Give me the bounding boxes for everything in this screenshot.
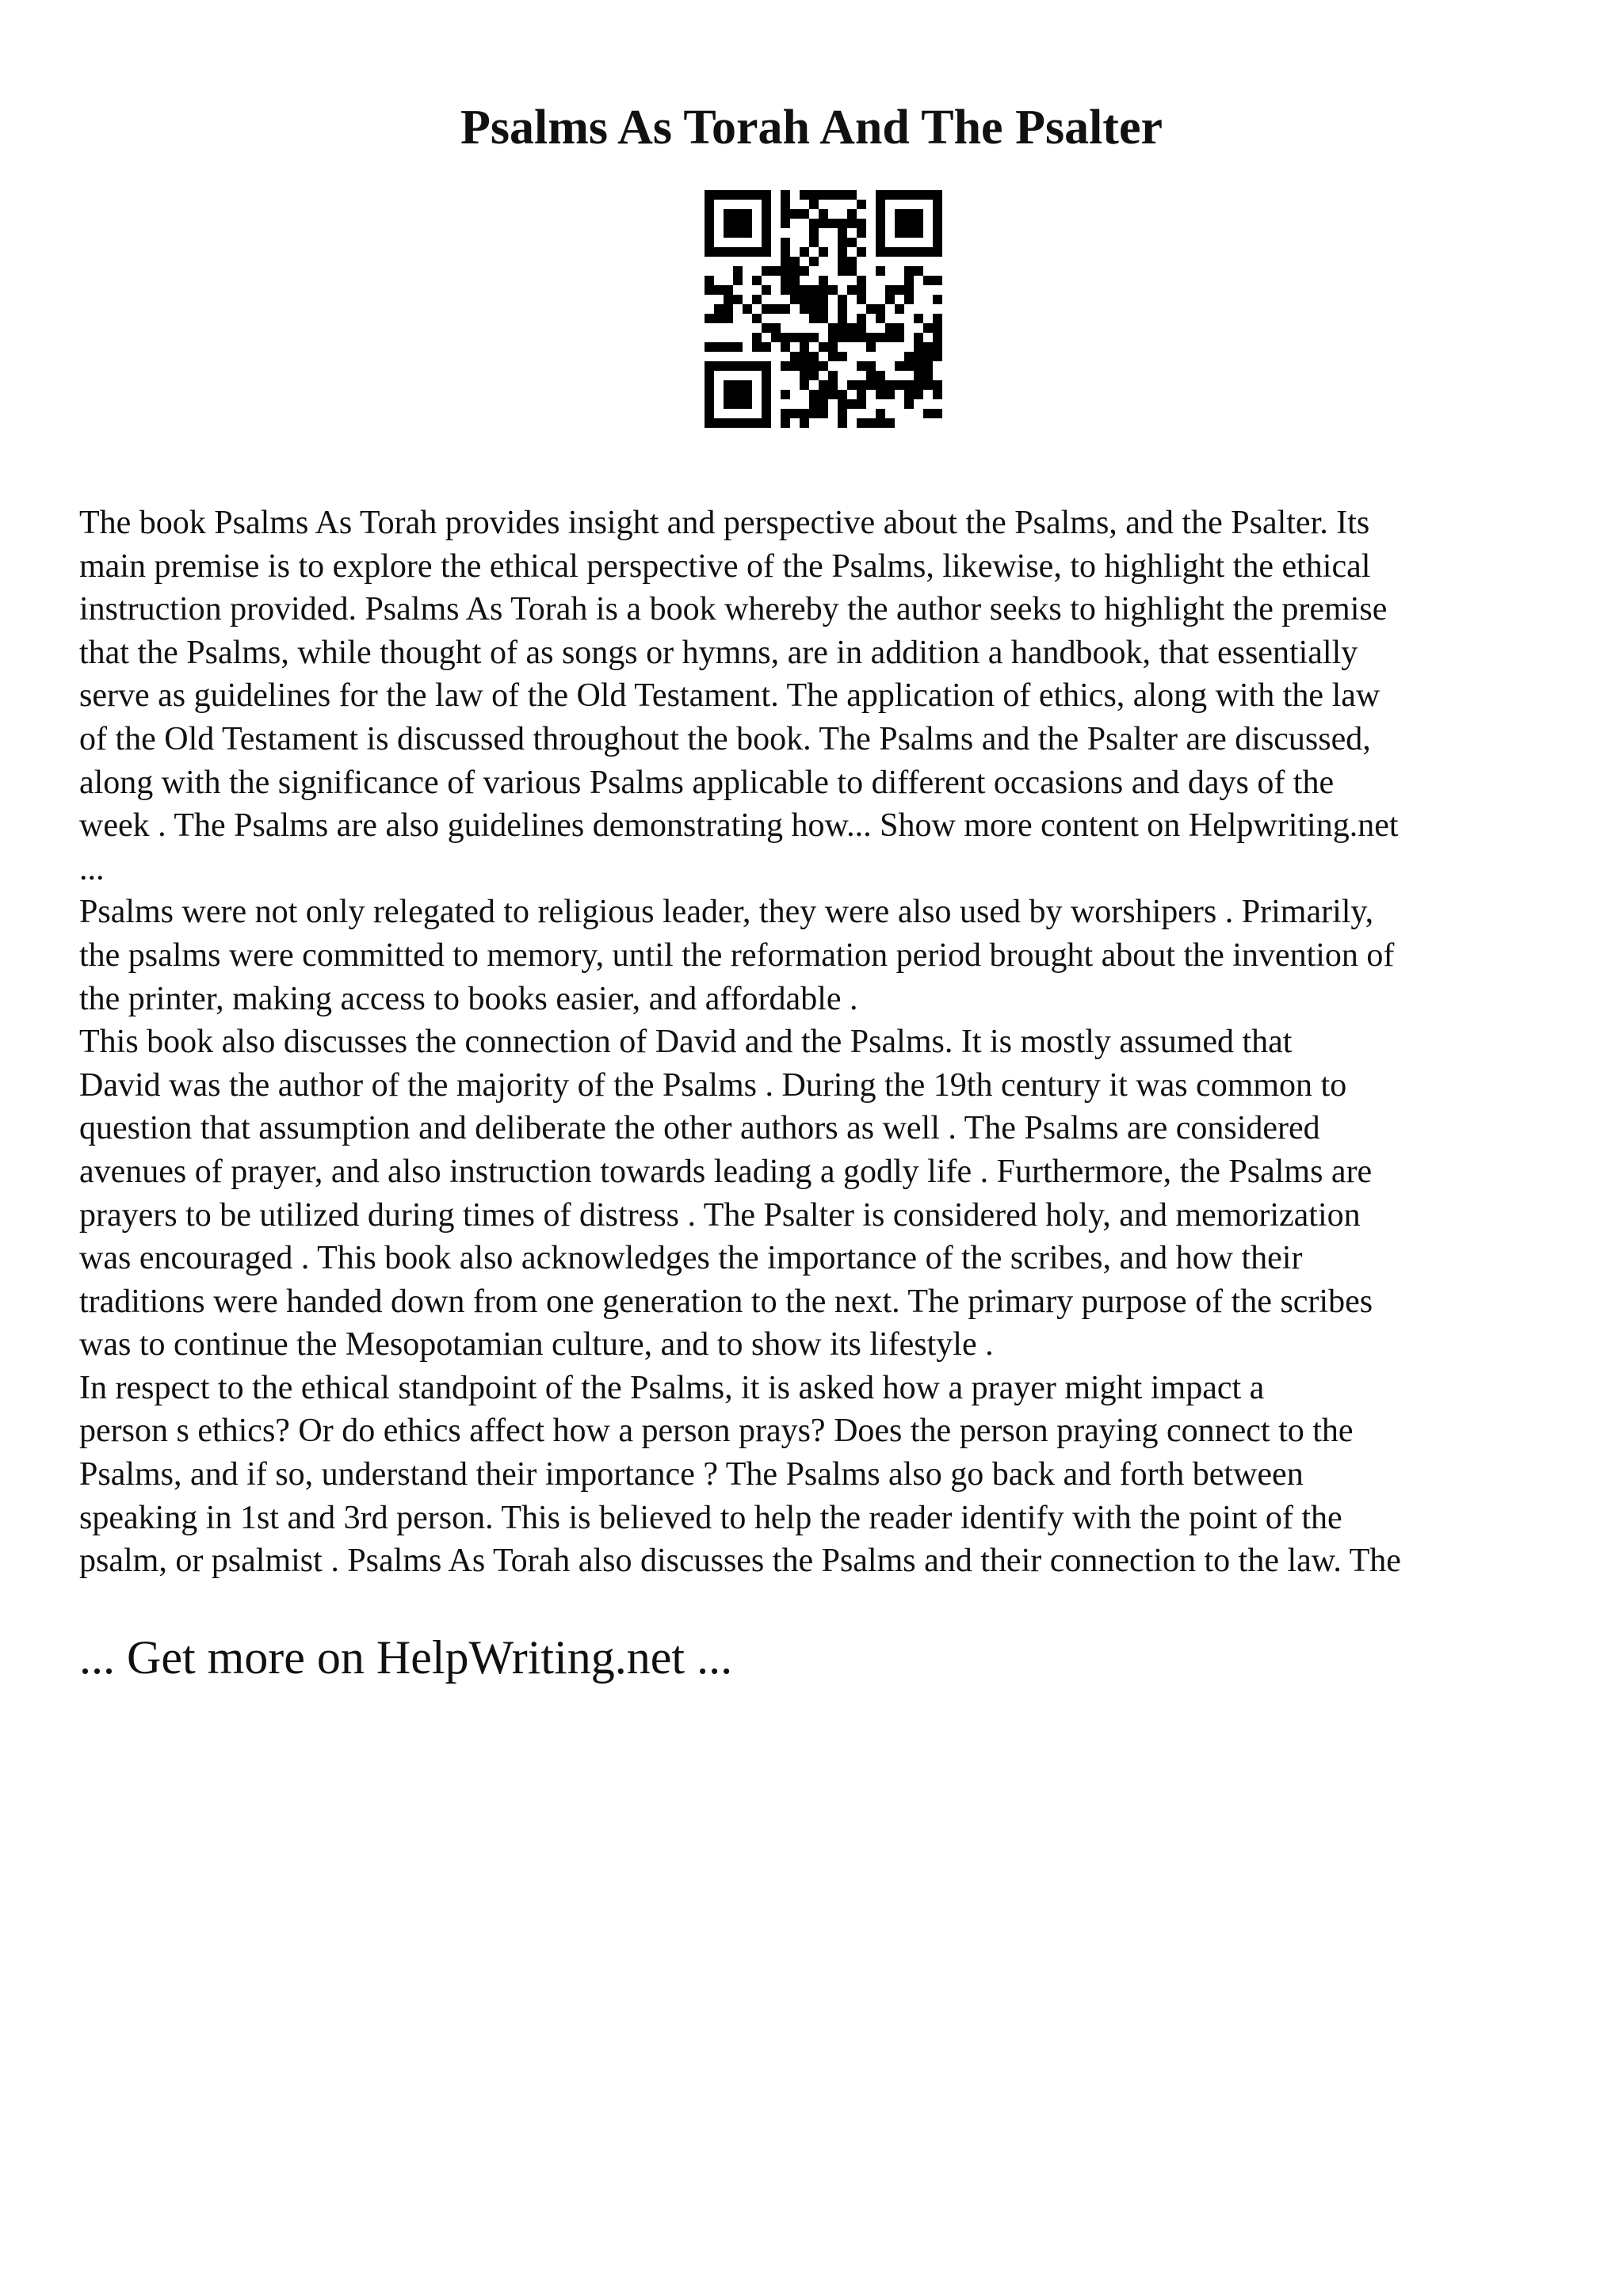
qr-module	[800, 371, 809, 380]
qr-module	[904, 352, 914, 361]
qr-module	[800, 295, 809, 304]
qr-module	[904, 380, 914, 390]
qr-module	[790, 257, 800, 266]
body-line: David was the author of the majority of the Psalms . During the 19th century it was common to	[79, 1066, 1347, 1104]
qr-module	[752, 342, 762, 352]
body-line: psalm, or psalmist . Psalms As Torah also discusses the Psalms and their connection to the law. The	[79, 1543, 1401, 1580]
qr-module	[923, 409, 933, 418]
page-title: Psalms As Torah And The Psalter	[460, 101, 1163, 154]
qr-module	[914, 333, 923, 342]
qr-module	[762, 342, 771, 352]
body-line: serve as guidelines for the law of the Old Testament. The application of ethics, along with the law	[79, 677, 1381, 715]
qr-module	[838, 295, 847, 304]
qr-module	[838, 190, 847, 200]
qr-module	[857, 361, 866, 371]
qr-module	[724, 285, 733, 295]
qr-module	[809, 219, 819, 228]
body-line: main premise is to explore the ethical perspective of the Psalms, likewise, to highlight the ethical	[79, 547, 1371, 585]
qr-module	[819, 342, 828, 352]
qr-module	[781, 304, 790, 314]
qr-module	[876, 333, 885, 342]
qr-module	[847, 333, 857, 342]
qr-module	[904, 390, 914, 399]
qr-module	[752, 314, 762, 323]
qr-module	[828, 219, 838, 228]
qr-module	[904, 276, 914, 285]
qr-module	[724, 342, 733, 352]
qr-module	[809, 361, 819, 371]
qr-module	[838, 238, 847, 247]
qr-module	[923, 323, 933, 333]
body-line: Psalms, and if so, understand their importance ? The Psalms also go back and forth between	[79, 1456, 1304, 1493]
qr-module	[819, 190, 828, 200]
qr-module	[809, 304, 819, 314]
qr-module	[771, 304, 781, 314]
qr-module	[885, 418, 895, 428]
qr-module	[819, 276, 828, 285]
qr-module	[790, 276, 800, 285]
qr-module	[885, 285, 895, 295]
qr-module	[847, 209, 857, 219]
qr-module	[838, 390, 847, 399]
qr-module	[914, 380, 923, 390]
body-line: week . The Psalms are also guidelines demonstrating how... Show more content on Helpwriting.net	[79, 807, 1399, 845]
qr-module	[876, 390, 885, 399]
qr-module	[838, 257, 847, 266]
qr-module	[771, 266, 781, 276]
qr-module	[733, 266, 743, 276]
qr-module	[781, 333, 790, 342]
body-line: question that assumption and deliberate the other authors as well . The Psalms are considered	[79, 1110, 1320, 1147]
qr-module	[781, 190, 790, 200]
qr-module	[800, 190, 809, 200]
body-line: ...	[79, 850, 105, 887]
qr-module	[781, 409, 790, 418]
qr-module	[838, 304, 847, 314]
qr-module	[847, 399, 857, 409]
qr-module	[809, 285, 819, 295]
qr-module	[923, 352, 933, 361]
qr-module	[705, 276, 714, 285]
qr-module	[838, 228, 847, 238]
qr-module	[838, 352, 847, 361]
qr-module	[819, 380, 828, 390]
body-line: speaking in 1st and 3rd person. This is believed to help the reader identify with the point of the	[79, 1499, 1342, 1536]
qr-module	[876, 304, 885, 314]
qr-module	[790, 333, 800, 342]
qr-module	[847, 190, 857, 200]
qr-finder-top-right	[876, 190, 942, 257]
qr-module	[724, 314, 733, 323]
qr-module	[857, 380, 866, 390]
qr-module	[838, 247, 847, 257]
qr-module	[857, 247, 866, 257]
qr-module	[781, 361, 790, 371]
qr-module	[933, 390, 942, 399]
qr-module	[847, 257, 857, 266]
qr-module	[809, 257, 819, 266]
qr-module	[800, 342, 809, 352]
qr-module	[771, 323, 781, 333]
qr-module	[790, 295, 800, 304]
body-text	[79, 502, 1569, 1583]
qr-module	[809, 390, 819, 399]
qr-module	[847, 238, 857, 247]
body-line: In respect to the ethical standpoint of the Psalms, it is asked how a prayer might impact a	[79, 1369, 1265, 1406]
qr-module	[904, 399, 914, 409]
qr-module	[933, 323, 942, 333]
qr-module	[866, 361, 876, 371]
qr-module	[857, 228, 866, 238]
qr-module	[752, 276, 762, 285]
qr-module	[762, 285, 771, 295]
qr-module	[914, 361, 923, 371]
qr-module	[933, 314, 942, 323]
qr-module	[923, 276, 933, 285]
qr-module	[885, 323, 895, 333]
body-line: avenues of prayer, and also instruction towards leading a godly life . Furthermore, the Psalms are	[79, 1153, 1373, 1190]
qr-module	[933, 342, 942, 352]
qr-module	[866, 333, 876, 342]
qr-module	[762, 323, 771, 333]
qr-finder-bottom-left	[705, 361, 771, 428]
body-line: prayers to be utilized during times of distress . The Psalter is considered holy, and memorization	[79, 1196, 1361, 1234]
qr-module	[923, 342, 933, 352]
qr-module	[809, 314, 819, 323]
qr-module	[819, 247, 828, 257]
body-line: along with the significance of various Psalms applicable to different occasions and days of the	[79, 764, 1335, 801]
qr-module	[857, 418, 866, 428]
qr-module	[885, 295, 895, 304]
qr-module	[714, 285, 724, 295]
body-line: that the Psalms, while thought of as songs or hymns, are in addition a handbook, that essentially	[79, 634, 1358, 671]
qr-module	[781, 238, 790, 247]
qr-module	[866, 304, 876, 314]
body-line: This book also discusses the connection of David and the Psalms. It is mostly assumed that	[79, 1024, 1293, 1061]
qr-module	[714, 314, 724, 323]
qr-module	[914, 342, 923, 352]
body-line: Psalms were not only relegated to religious leader, they were also used by worshipers . Primarily,	[79, 894, 1374, 931]
qr-module	[923, 371, 933, 380]
get-more-link[interactable]: ... Get more on HelpWriting.net ...	[79, 1631, 733, 1684]
qr-module	[876, 314, 885, 323]
qr-module	[828, 285, 838, 295]
qr-module	[914, 371, 923, 380]
qr-module	[828, 352, 838, 361]
qr-module	[733, 342, 743, 352]
qr-module	[800, 247, 809, 257]
qr-module	[819, 399, 828, 409]
qr-module	[790, 285, 800, 295]
qr-module	[914, 390, 923, 399]
qr-module	[895, 323, 904, 333]
qr-module	[895, 285, 904, 295]
qr-module	[743, 304, 752, 314]
qr-module	[847, 285, 857, 295]
qr-module	[800, 333, 809, 342]
qr-module	[762, 304, 771, 314]
qr-module	[857, 276, 866, 285]
qr-module	[819, 209, 828, 219]
body-line: of the Old Testament is discussed throughout the book. The Psalms and the Psalter are discussed,	[79, 720, 1371, 757]
qr-finder-top-left	[705, 190, 771, 257]
qr-module	[809, 190, 819, 200]
qr-code-icon	[705, 190, 942, 428]
qr-module	[809, 238, 819, 247]
body-line: instruction provided. Psalms As Torah is a book whereby the author seeks to highlight the premise	[79, 591, 1388, 628]
qr-module	[819, 304, 828, 314]
qr-module	[866, 380, 876, 390]
qr-module	[876, 380, 885, 390]
qr-module	[752, 295, 762, 304]
qr-module	[733, 295, 743, 304]
qr-module	[781, 390, 790, 399]
qr-module	[781, 247, 790, 257]
qr-module	[876, 371, 885, 380]
body-line: was encouraged . This book also acknowledges the importance of the scribes, and how their	[79, 1240, 1303, 1277]
qr-module	[819, 285, 828, 295]
qr-module	[790, 361, 800, 371]
qr-module	[800, 409, 809, 418]
qr-module	[847, 380, 857, 390]
qr-module	[733, 276, 743, 285]
qr-module	[809, 295, 819, 304]
qr-module	[781, 276, 790, 285]
qr-module	[828, 371, 838, 380]
qr-module	[857, 285, 866, 295]
qr-module	[819, 390, 828, 399]
qr-module	[790, 266, 800, 276]
qr-module	[800, 209, 809, 219]
qr-module	[828, 190, 838, 200]
qr-module	[781, 342, 790, 352]
qr-module	[828, 380, 838, 390]
qr-module	[914, 352, 923, 361]
qr-module	[838, 314, 847, 323]
qr-module	[800, 285, 809, 295]
qr-module	[876, 266, 885, 276]
body-line: The book Psalms As Torah provides insight and perspective about the Psalms, and the Psalter. Its	[79, 505, 1370, 541]
qr-module	[800, 304, 809, 314]
qr-module	[895, 333, 904, 342]
qr-module	[819, 314, 828, 323]
qr-module	[800, 361, 809, 371]
qr-module	[800, 380, 809, 390]
qr-module	[819, 295, 828, 304]
qr-module	[847, 266, 857, 276]
body-line: the printer, making access to books easier, and affordable .	[79, 980, 858, 1017]
qr-module	[866, 342, 876, 352]
qr-module	[714, 304, 724, 314]
qr-module	[857, 295, 866, 304]
qr-module	[828, 333, 838, 342]
qr-module	[828, 342, 838, 352]
qr-module	[752, 333, 762, 342]
qr-module	[781, 200, 790, 209]
qr-module	[809, 371, 819, 380]
qr-module	[933, 295, 942, 304]
qr-module	[781, 418, 790, 428]
qr-module	[838, 418, 847, 428]
qr-module	[838, 266, 847, 276]
qr-module	[838, 399, 847, 409]
qr-module	[876, 418, 885, 428]
qr-module	[809, 399, 819, 409]
qr-module	[809, 352, 819, 361]
qr-module	[809, 200, 819, 209]
qr-module	[866, 371, 876, 380]
qr-module	[705, 285, 714, 295]
qr-module	[914, 314, 923, 323]
qr-module	[819, 219, 828, 228]
qr-module	[838, 333, 847, 342]
qr-module	[914, 266, 923, 276]
qr-module	[714, 342, 724, 352]
body-line: traditions were handed down from one generation to the next. The primary purpose of the scribes	[79, 1283, 1373, 1320]
qr-module	[904, 285, 914, 295]
qr-module	[847, 219, 857, 228]
qr-module	[800, 266, 809, 276]
qr-module	[857, 219, 866, 228]
qr-module	[828, 323, 838, 333]
qr-module	[819, 361, 828, 371]
qr-module	[895, 304, 904, 314]
qr-module	[895, 380, 904, 390]
qr-module	[838, 409, 847, 418]
qr-module	[790, 209, 800, 219]
qr-module	[819, 409, 828, 418]
qr-module	[790, 352, 800, 361]
qr-module	[904, 295, 914, 304]
qr-module	[857, 399, 866, 409]
qr-module	[781, 209, 790, 219]
qr-module	[923, 380, 933, 390]
qr-module	[781, 285, 790, 295]
qr-module	[857, 323, 866, 333]
qr-module	[885, 380, 895, 390]
qr-module	[809, 228, 819, 238]
qr-module	[809, 409, 819, 418]
qr-module	[847, 323, 857, 333]
qr-module	[838, 323, 847, 333]
qr-module	[933, 380, 942, 390]
qr-module	[904, 266, 914, 276]
qr-module	[857, 200, 866, 209]
body-line: the psalms were committed to memory, until the reformation period brought about the invention of	[79, 936, 1395, 974]
qr-module	[724, 304, 733, 314]
qr-module	[790, 409, 800, 418]
qr-module	[933, 276, 942, 285]
qr-module	[904, 361, 914, 371]
qr-module	[895, 361, 904, 371]
qr-module	[933, 409, 942, 418]
qr-module	[885, 333, 895, 342]
qr-module	[838, 219, 847, 228]
qr-module	[781, 257, 790, 266]
qr-module	[828, 390, 838, 399]
qr-module	[724, 295, 733, 304]
qr-module	[809, 333, 819, 342]
qr-module	[857, 333, 866, 342]
body-line: person s ethics? Or do ethics affect how a person prays? Does the person praying connect to the	[79, 1413, 1354, 1450]
qr-module	[857, 314, 866, 323]
qr-module	[800, 352, 809, 361]
qr-module	[933, 352, 942, 361]
qr-module	[923, 361, 933, 371]
body-line: was to continue the Mesopotamian culture, and to show its lifestyle .	[79, 1326, 994, 1363]
qr-module	[857, 390, 866, 399]
qr-module	[800, 418, 809, 428]
qr-module	[866, 418, 876, 428]
qr-module	[705, 342, 714, 352]
qr-module	[705, 314, 714, 323]
qr-module	[781, 266, 790, 276]
qr-module	[885, 390, 895, 399]
qr-module	[933, 333, 942, 342]
qr-module	[876, 409, 885, 418]
qr-module	[771, 333, 781, 342]
qr-module	[762, 266, 771, 276]
qr-module	[781, 219, 790, 228]
